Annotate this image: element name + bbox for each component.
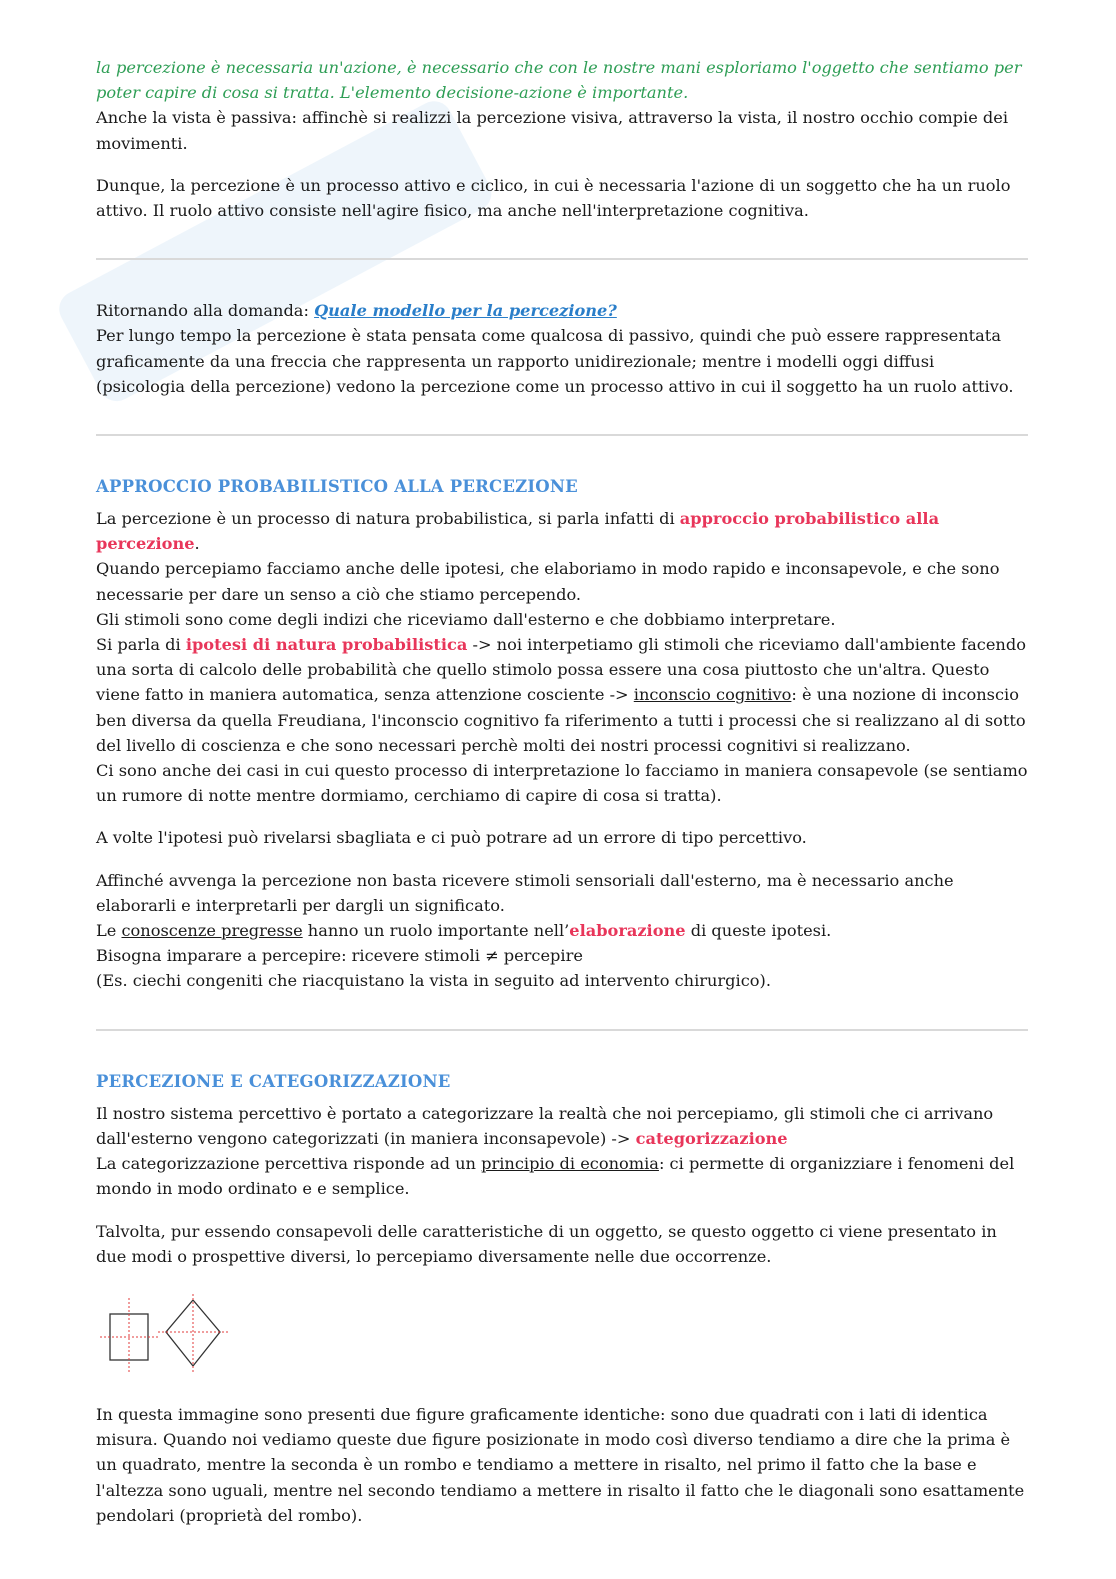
paragraph-question [96,298,1028,323]
paragraph-approccio-3: Gli stimoli sono come degli indizi che riceviamo dall'esterno e che dobbiamo interpretare. [96,609,836,629]
paragraph-approccio-4: Si parla di ipotesi di natura probabilistica -> noi interpetiamo gli stimoli che riceviamo dall'ambiente facendo una sorta di calcolo delle probabilità che quello stimolo possa essere una cosa piuttosto che un'altra. Questo viene fatto in maniera automatica, senza attenzione cosciente -> inconscio cognitivo: è una nozione di inconscio ben diversa da quella Freudiana, l'inconscio cognitivo fa riferimento a tutti i processi che si realizzano al di sotto del livello di coscienza e che sono necessari perchè molti dei nostri processi cognitivi si realizzano. [96,635,1026,755]
paragraph-vista: Anche la vista è passiva: affinchè si realizzi la percezione visiva, attraverso la vista, il nostro occhio compie dei movimenti. [96,108,1009,153]
paragraph-modello: Per lungo tempo la percezione è stata pensata come qualcosa di passivo, quindi che può essere rappresentata graficamente da una freccia che rappresenta un rapporto unidirezionale; mentre i modelli oggi diffusi (psicologia della percezione) vedono la percezione come un processo attivo in cui il soggetto ha un ruolo attivo. [96,326,1014,396]
paragraph-approccio-10: (Es. ciechi congeniti che riacquistano la vista in seguito ad intervento chirurgico). [96,971,771,991]
underlined-term: principio di economia [481,1154,659,1174]
underlined-term: conoscenze pregresse [121,921,303,941]
paragraph-approccio-8: Le conoscenze pregresse hanno un ruolo importante nell’elaborazione di queste ipotesi. [96,921,832,941]
paragraph-approccio-1: La percezione è un processo di natura probabilistica, si parla infatti di approccio probabilistico alla percezione. [96,509,940,554]
italic-note: la percezione è necessaria un'azione, è necessario che con le nostre mani esploriamo l'oggetto che sentiamo per poter capire di cosa si tratta. L'elemento decisione-azione è importante. [96,58,1022,103]
paragraph-cat-1: Il nostro sistema percettivo è portato a categorizzare la realtà che noi percepiamo, gli stimoli che ci arrivano dall'esterno vengono categorizzati (in maniera inconsapevole) -> categorizzazione [96,1103,994,1148]
paragraph-approccio-6: A volte l'ipotesi può rivelarsi sbagliata e ci può potrare ad un errore di tipo percettivo. [96,828,807,848]
question-intro: Ritornando alla domanda: [96,301,315,321]
paragraph-approccio-5: Ci sono anche dei casi in cui questo processo di interpretazione lo facciamo in maniera consapevole (se sentiamo un rumore di notte mentre dormiamo, cerchiamo di capire di cosa si tratta). [96,761,1028,806]
paragraph-approccio-7: Affinché avvenga la percezione non basta ricevere stimoli sensoriali dall'esterno, ma è necessario anche elaborarli e interpretarli per dargli un significato. [96,870,954,915]
section-heading-categorizzazione: PERCEZIONE E CATEGORIZZAZIONE [96,1071,451,1091]
highlight-term: approccio probabilistico alla percezione [96,509,940,554]
paragraph-cat-3: Talvolta, pur essendo consapevoli delle caratteristiche di un oggetto, se questo oggetto ci viene presentato in due modi o prospettive diversi, lo percepiamo diversamente nelle due occorrenze. [96,1221,997,1266]
paragraph-cat-2: La categorizzazione percettiva risponde ad un principio di economia: ci permette di organizziare i fenomeni del mondo in modo ordinato e e semplice. [96,1154,1015,1199]
square-rhombus-figure [96,1294,1028,1392]
paragraph-approccio-9: Bisogna imparare a percepire: ricevere stimoli ≠ percepire [96,946,583,966]
rhombus-shape [166,1300,220,1366]
paragraph-cat-4: In questa immagine sono presenti due figure graficamente identiche: sono due quadrati con i lati di identica misura. Quando noi vediamo queste due figure posizionate in modo così diverso tendiamo a dire che la prima è un quadrato, mentre la seconda è un rombo e tendiamo a mettere in risalto, nel primo il fatto che la base e l'altezza sono uguali, mentre nel secondo tendiamo a mettere in risalto il fatto che le diagonali sono esattamente pendolari (proprietà del rombo). [96,1404,1025,1525]
highlight-term: ipotesi di natura probabilistica [185,635,468,655]
paragraph-dunque: Dunque, la percezione è un processo attivo e ciclico, in cui è necessaria l'azione di un soggetto che ha un ruolo attivo. Il ruolo attivo consiste nell'agire fisico, ma anche nell'interpretazione cognitiva. [96,175,1011,221]
question-link[interactable]: Quale modello per la percezione? [314,301,617,321]
highlight-term: elaborazione [569,921,686,941]
document-page [96,55,1028,1528]
square-rhombus-drawing [96,1294,236,1392]
section-heading-approccio: APPROCCIO PROBABILISTICO ALLA PERCEZIONE [96,477,578,497]
underlined-term: inconscio cognitivo [633,685,792,705]
paragraph-approccio-2: Quando percepiamo facciamo anche delle ipotesi, che elaboriamo in modo rapido e inconsapevole, e che sono necessarie per dare un senso a ciò che stiamo percependo. [96,559,1000,604]
highlight-term: categorizzazione [635,1128,788,1148]
